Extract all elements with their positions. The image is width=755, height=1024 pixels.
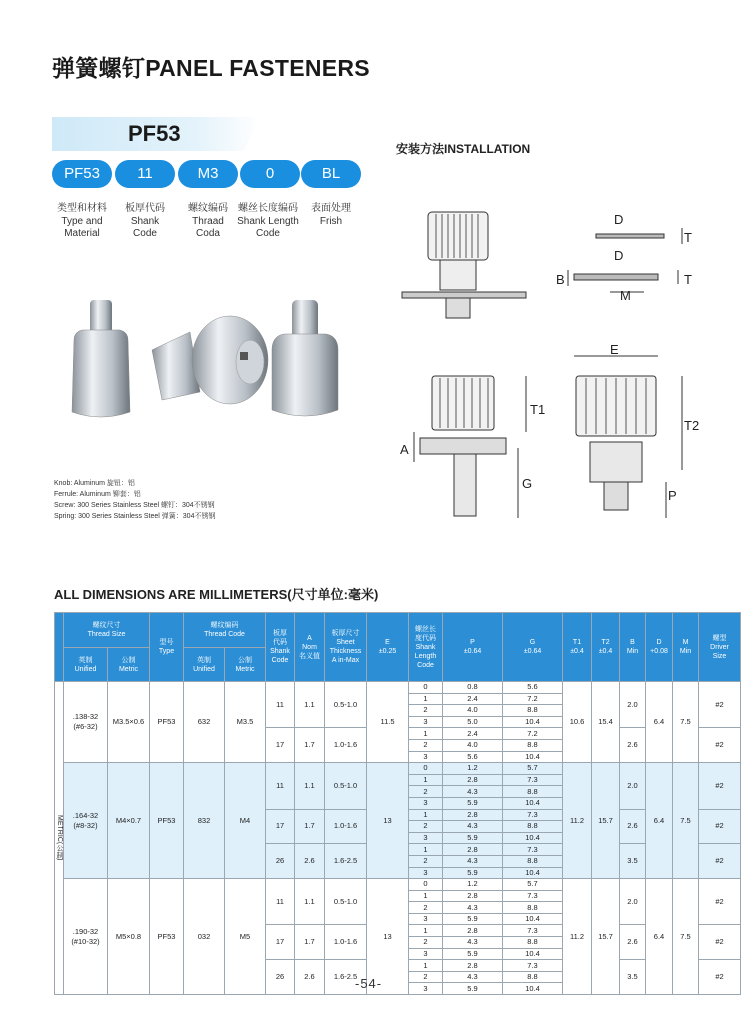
installation-diagram: [396, 200, 706, 530]
cell-driver: #2: [699, 763, 741, 809]
cell-p: 1.2: [443, 879, 503, 891]
cell-p: 4.3: [443, 855, 503, 867]
cell-m: 7.5: [673, 879, 699, 995]
material-screw: Screw: 300 Series Stainless Steel 螺钉：304不锈钢: [54, 502, 215, 509]
cell-b: 3.5: [620, 960, 646, 995]
cell-tc-unified: 632: [184, 682, 225, 763]
cell-driver: #2: [699, 728, 741, 763]
dimensions-title: ALL DIMENSIONS ARE MILLIMETERS(尺寸单位:毫米): [54, 587, 379, 602]
cell-metric: M4×0.7: [108, 763, 150, 879]
page-title: 弹簧螺钉PANEL FASTENERS: [52, 55, 370, 81]
dim-label-t1: T1: [530, 402, 546, 417]
cell-length-code: 3: [409, 983, 443, 995]
header-e: E ±0.25: [367, 613, 409, 682]
cell-g: 8.8: [503, 705, 563, 717]
cell-tc-unified: 832: [184, 763, 225, 879]
cell-p: 2.8: [443, 925, 503, 937]
cell-length-code: 2: [409, 705, 443, 717]
cell-length-code: 1: [409, 809, 443, 821]
cell-length-code: 0: [409, 879, 443, 891]
cell-p: 5.9: [443, 948, 503, 960]
cell-length-code: 3: [409, 867, 443, 879]
header-shank-code: 板厚 代码 Shank Code: [266, 613, 295, 682]
cell-shank-code: 26: [266, 844, 295, 879]
cell-b: 3.5: [620, 844, 646, 879]
dimensions-table: [54, 612, 741, 995]
table-row: [55, 879, 741, 891]
cell-a: 1.1: [295, 682, 325, 728]
code-pill-thread: M3: [178, 160, 238, 188]
fastener-left: [72, 300, 130, 417]
cell-g: 10.4: [503, 983, 563, 995]
cell-p: 5.9: [443, 832, 503, 844]
header-m: M Min: [673, 613, 699, 682]
cell-unified: .138-32 (#6-32): [64, 682, 108, 763]
cell-length-code: 1: [409, 844, 443, 856]
dim-label-e: E: [610, 342, 619, 357]
cell-t1: 11.2: [563, 879, 592, 995]
header-blank: [55, 613, 64, 682]
cell-shank-code: 11: [266, 879, 295, 925]
cell-sheet: 1.0-1.6: [325, 809, 367, 844]
cell-g: 8.8: [503, 937, 563, 949]
cell-p: 4.3: [443, 902, 503, 914]
cell-p: 2.8: [443, 960, 503, 972]
cell-length-code: 1: [409, 728, 443, 740]
cell-p: 1.2: [443, 763, 503, 775]
cell-shank-code: 11: [266, 763, 295, 809]
header-type: 型号 Type: [150, 613, 184, 682]
cell-d: 6.4: [646, 763, 673, 879]
header-sheet-thickness: 板厚尺寸 Sheet Thickness A in-Max: [325, 613, 367, 682]
cell-t2: 15.7: [592, 763, 620, 879]
cell-p: 2.8: [443, 809, 503, 821]
cell-length-code: 3: [409, 797, 443, 809]
cell-d: 6.4: [646, 682, 673, 763]
header-metric: 公制 Metric: [108, 648, 150, 682]
cell-p: 4.0: [443, 705, 503, 717]
cell-e: 13: [367, 879, 409, 995]
code-label-type: 类型和材料 Type and Material: [57, 203, 107, 239]
cell-g: 8.8: [503, 739, 563, 751]
cell-type: PF53: [150, 763, 184, 879]
cell-g: 10.4: [503, 948, 563, 960]
cell-t1: 10.6: [563, 682, 592, 763]
cell-e: 13: [367, 763, 409, 879]
cell-p: 5.0: [443, 716, 503, 728]
cell-b: 2.6: [620, 728, 646, 763]
cell-shank-code: 17: [266, 809, 295, 844]
cell-sheet: 1.0-1.6: [325, 728, 367, 763]
cell-g: 7.3: [503, 960, 563, 972]
cell-g: 10.4: [503, 913, 563, 925]
fastener-right: [272, 300, 338, 416]
dim-label-b: B: [556, 272, 565, 287]
table-row: [55, 763, 741, 775]
cell-a: 1.7: [295, 728, 325, 763]
cell-length-code: 3: [409, 913, 443, 925]
cell-b: 2.0: [620, 763, 646, 809]
header-p: P ±0.64: [443, 613, 503, 682]
cell-unified: .164-32 (#8-32): [64, 763, 108, 879]
cell-p: 5.9: [443, 867, 503, 879]
dim-label-d-top: D: [614, 212, 624, 227]
cell-type: PF53: [150, 682, 184, 763]
cell-p: 2.8: [443, 844, 503, 856]
cell-a: 1.1: [295, 763, 325, 809]
material-spring: Spring: 300 Series Stainless Steel 弹簧：304不锈钢: [54, 513, 216, 520]
cell-unified: .190-32 (#10-32): [64, 879, 108, 995]
header-t2: T2 ±0.4: [592, 613, 620, 682]
cell-tc-metric: M5: [225, 879, 266, 995]
cell-driver: #2: [699, 925, 741, 960]
cell-p: 2.8: [443, 890, 503, 902]
cell-shank-code: 17: [266, 925, 295, 960]
cell-g: 5.7: [503, 763, 563, 775]
cell-p: 5.9: [443, 983, 503, 995]
dim-label-t: T: [684, 272, 692, 287]
cell-shank-code: 11: [266, 682, 295, 728]
cell-driver: #2: [699, 682, 741, 728]
material-ferrule: Ferrule: Aluminum 铆套：铝: [54, 491, 141, 498]
cell-length-code: 1: [409, 925, 443, 937]
cell-a: 1.7: [295, 809, 325, 844]
fastener-middle: [152, 316, 268, 404]
header-unified: 英制 Unified: [64, 648, 108, 682]
header-a: A Nom 名义值: [295, 613, 325, 682]
cell-shank-code: 26: [266, 960, 295, 995]
cell-length-code: 2: [409, 855, 443, 867]
cell-g: 7.3: [503, 925, 563, 937]
cell-length-code: 2: [409, 739, 443, 751]
header-thread-code: 螺纹编码 Thread Code: [184, 613, 266, 648]
cell-length-code: 3: [409, 716, 443, 728]
cell-g: 10.4: [503, 797, 563, 809]
code-pill-shank: 11: [115, 160, 175, 188]
cell-driver: #2: [699, 960, 741, 995]
cell-length-code: 2: [409, 971, 443, 983]
dim-label-m: M: [620, 288, 631, 303]
cell-g: 10.4: [503, 832, 563, 844]
header-driver-size: 螺型 Driver Size: [699, 613, 741, 682]
cell-p: 5.9: [443, 797, 503, 809]
cell-g: 7.2: [503, 693, 563, 705]
cell-p: 5.9: [443, 913, 503, 925]
cell-p: 2.4: [443, 728, 503, 740]
cell-p: 0.8: [443, 682, 503, 694]
cell-driver: #2: [699, 879, 741, 925]
cell-g: 8.8: [503, 855, 563, 867]
cell-a: 2.6: [295, 844, 325, 879]
header-t1: T1 ±0.4: [563, 613, 592, 682]
materials-list: [54, 478, 215, 522]
cell-b: 2.0: [620, 879, 646, 925]
cell-sheet: 1.0-1.6: [325, 925, 367, 960]
cell-b: 2.6: [620, 925, 646, 960]
cell-length-code: 1: [409, 960, 443, 972]
cell-length-code: 3: [409, 832, 443, 844]
cell-tc-metric: M3.5: [225, 682, 266, 763]
table-row: [55, 682, 741, 694]
cell-g: 8.8: [503, 821, 563, 833]
cell-sheet: 0.5-1.0: [325, 682, 367, 728]
cell-metric: M5×0.8: [108, 879, 150, 995]
code-label-thread: 螺纹编码 Thraad Coda: [188, 203, 228, 239]
cell-p: 4.3: [443, 937, 503, 949]
cell-length-code: 1: [409, 774, 443, 786]
cell-sheet: 0.5-1.0: [325, 879, 367, 925]
cell-length-code: 2: [409, 937, 443, 949]
cell-t1: 11.2: [563, 763, 592, 879]
cell-p: 4.3: [443, 821, 503, 833]
cell-length-code: 2: [409, 786, 443, 798]
page-number: -54-: [355, 976, 383, 991]
cell-b: 2.6: [620, 809, 646, 844]
dim-label-t2: T2: [684, 418, 700, 433]
cell-g: 10.4: [503, 751, 563, 763]
cell-g: 7.3: [503, 809, 563, 821]
cell-g: 8.8: [503, 971, 563, 983]
cell-m: 7.5: [673, 763, 699, 879]
code-pill-finish: BL: [301, 160, 361, 188]
cell-p: 2.8: [443, 774, 503, 786]
cell-d: 6.4: [646, 879, 673, 995]
cell-driver: #2: [699, 809, 741, 844]
cell-tc-unified: 032: [184, 879, 225, 995]
cell-length-code: 2: [409, 821, 443, 833]
material-knob: Knob: Aluminum 旋钮：铝: [54, 480, 135, 487]
code-label-shank: 板厚代码 Shank Code: [125, 203, 165, 239]
code-label-length: 螺丝长度编码 Shank Length Code: [237, 203, 299, 239]
cell-g: 10.4: [503, 716, 563, 728]
cell-a: 1.7: [295, 925, 325, 960]
product-photo: [60, 280, 360, 430]
cell-length-code: 0: [409, 763, 443, 775]
model-name: PF53: [128, 121, 181, 146]
cell-a: 1.1: [295, 879, 325, 925]
cell-sheet: 0.5-1.0: [325, 763, 367, 809]
dim-label-g: G: [522, 476, 533, 491]
cell-p: 4.3: [443, 786, 503, 798]
cell-length-code: 1: [409, 890, 443, 902]
cell-g: 7.3: [503, 844, 563, 856]
cell-p: 2.4: [443, 693, 503, 705]
cell-p: 5.6: [443, 751, 503, 763]
cell-tc-metric: M4: [225, 763, 266, 879]
cell-t2: 15.4: [592, 682, 620, 763]
header-tc-metric: 公制 Metric: [225, 648, 266, 682]
cell-length-code: 0: [409, 682, 443, 694]
dim-label-a: A: [400, 442, 409, 457]
cell-a: 2.6: [295, 960, 325, 995]
cell-shank-code: 17: [266, 728, 295, 763]
dim-label-t-top: T: [684, 230, 692, 245]
dim-label-d: D: [614, 248, 624, 263]
cell-m: 7.5: [673, 682, 699, 763]
header-shank-length: 螺丝长 度代码 Shank Length Code: [409, 613, 443, 682]
code-pill-length: 0: [240, 160, 300, 188]
cell-g: 7.3: [503, 890, 563, 902]
cell-p: 4.3: [443, 971, 503, 983]
cell-e: 11.5: [367, 682, 409, 763]
cell-metric: M3.5×0.6: [108, 682, 150, 763]
header-thread-size: 螺纹尺寸 Thread Size: [64, 613, 150, 648]
cell-p: 4.0: [443, 739, 503, 751]
header-tc-unified: 英制 Unified: [184, 648, 225, 682]
code-label-finish: 表面处理 Frish: [311, 203, 351, 227]
cell-t2: 15.7: [592, 879, 620, 995]
cell-g: 5.7: [503, 879, 563, 891]
cell-g: 8.8: [503, 786, 563, 798]
cell-length-code: 2: [409, 902, 443, 914]
dim-label-p: P: [668, 488, 677, 503]
cell-g: 7.3: [503, 774, 563, 786]
header-g: G ±0.64: [503, 613, 563, 682]
cell-g: 8.8: [503, 902, 563, 914]
cell-g: 7.2: [503, 728, 563, 740]
cell-g: 10.4: [503, 867, 563, 879]
cell-g: 5.6: [503, 682, 563, 694]
cell-length-code: 1: [409, 693, 443, 705]
cell-length-code: 3: [409, 751, 443, 763]
cell-length-code: 3: [409, 948, 443, 960]
header-d: D +0.08: [646, 613, 673, 682]
cell-driver: #2: [699, 844, 741, 879]
header-b: B Min: [620, 613, 646, 682]
cell-sheet: 1.6-2.5: [325, 960, 367, 995]
installation-title: 安装方法INSTALLATION: [396, 142, 531, 156]
cell-sheet: 1.6-2.5: [325, 844, 367, 879]
cell-b: 2.0: [620, 682, 646, 728]
side-label: METRIC(公制): [55, 682, 64, 995]
cell-type: PF53: [150, 879, 184, 995]
code-pill-type: PF53: [52, 160, 112, 188]
